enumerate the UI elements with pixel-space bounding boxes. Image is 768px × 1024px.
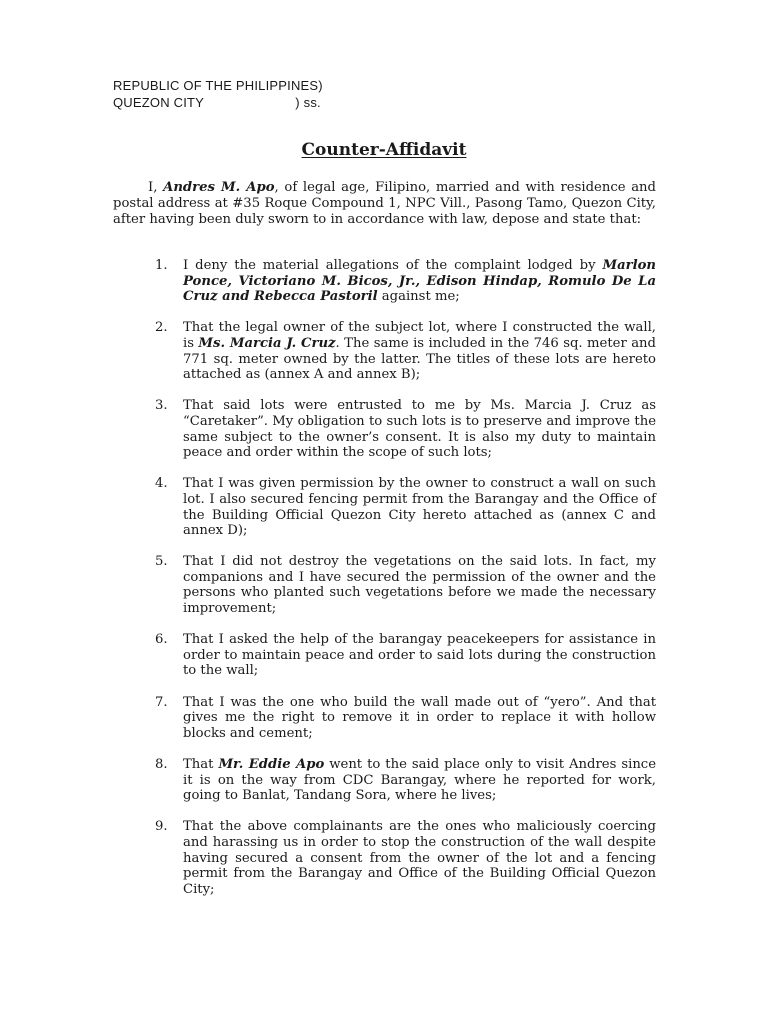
list-item <box>155 819 656 897</box>
venue-line-city: QUEZON CITY ) ss. <box>113 95 321 110</box>
item-text-end: went to the said place only to visit Andres since it is on the way from CDC Barangay, where he reported for work, going to Banlat, Tandang Sora, where he lives; <box>183 757 656 804</box>
list-item <box>155 632 656 679</box>
item-text: That I was given permission by the owner to construct a wall on such lot. I also secured fencing permit from the Barangay and the Office of the Building Official Quezon City hereto attached as (annex C and annex D); <box>183 476 656 539</box>
item-number: 6. <box>155 632 168 648</box>
list-item <box>155 476 656 538</box>
item-number: 1. <box>155 258 168 273</box>
list-item <box>155 258 656 305</box>
item-number: 7. <box>155 694 168 710</box>
document-title: Counter-Affidavit <box>301 140 467 160</box>
item-text: That I did not destroy the vegetations on the said lots. In fact, my companions and I have secured the permission of the owner and the persons who planted such vegetations before we made the necessary improvement; <box>183 554 656 617</box>
item-emphasis: Mr. Eddie Apo <box>218 757 325 772</box>
item-text: That I asked the help of the barangay peacekeepers for assistance in order to maintain peace and order to said lots during the construction to the wall; <box>183 632 656 679</box>
item-emphasis: Ms. Marcia J. Cruz <box>198 335 336 351</box>
intro-post: , of legal age, Filipino, married and with residence and postal address at #35 Roque Compound 1, NPC Vill., Pasong Tamo, Quezon City, after having been duly sworn to in accordance with law, depose and state that: <box>113 180 656 228</box>
item-number: 8. <box>155 757 168 772</box>
item-text: That <box>183 757 219 772</box>
item-text: I deny the material allegations of the complaint lodged by <box>183 258 603 273</box>
affiant-name: Andres M. Apo <box>163 180 275 195</box>
list-item <box>155 554 656 616</box>
item-text-end: against me; <box>377 289 460 305</box>
list-item <box>155 757 656 804</box>
item-number: 5. <box>155 554 168 570</box>
list-item <box>155 398 656 460</box>
intro-paragraph <box>113 180 656 229</box>
item-emphasis: Marlon Ponce, Victoriano M. Bicos, Jr., Edison Hindap, Romulo De La Cruz and Rebecca Pastoril <box>183 258 656 305</box>
item-number: 9. <box>155 819 168 835</box>
item-text-end: . The same is included in the 746 sq. meter and 771 sq. meter owned by the latter. The titles of these lots are hereto attached as (annex A and annex B); <box>183 335 656 383</box>
item-text: That the legal owner of the subject lot, where I constructed the wall, is <box>183 320 656 351</box>
list-item <box>155 695 656 742</box>
item-text: That I was the one who build the wall made out of “yero”. And that gives me the right to remove it in order to replace it with hollow blocks and cement; <box>183 694 656 741</box>
venue-header <box>113 77 323 111</box>
intro-pre: I, <box>148 180 164 195</box>
item-text: That the above complainants are the ones who maliciously coercing and harassing us in order to stop the construction of the wall despite having secured a consent from the owner of the lot and a fencing permit from the Barangay and Office of the Building Official Quezon City; <box>183 819 656 897</box>
allegations-list <box>155 258 656 913</box>
list-item <box>155 320 656 382</box>
item-number: 2. <box>155 320 168 336</box>
venue-line-republic: REPUBLIC OF THE PHILIPPINES) <box>113 78 323 93</box>
item-number: 3. <box>155 398 168 414</box>
item-number: 4. <box>155 476 168 492</box>
item-text: That said lots were entrusted to me by Ms. Marcia J. Cruz as “Caretaker”. My obligation to such lots is to preserve and improve the same subject to the owner’s consent. It is also my duty to maintain peace and order within the scope of such lots; <box>183 398 656 461</box>
